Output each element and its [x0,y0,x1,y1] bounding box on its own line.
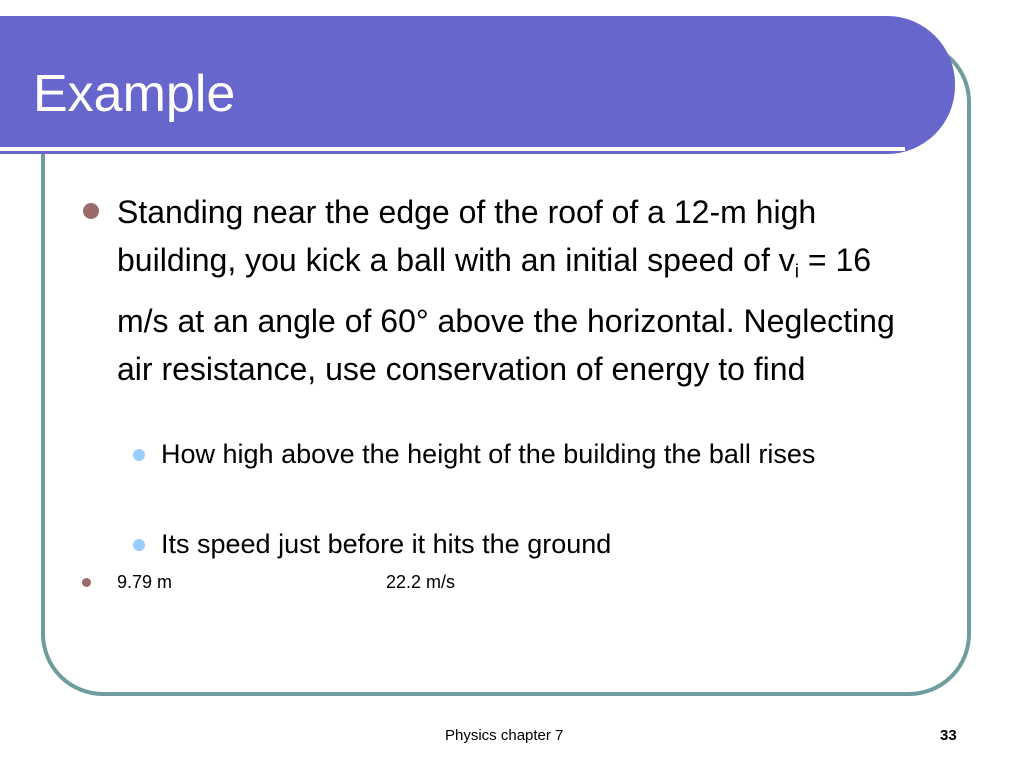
sub-bullet-speed: Its speed just before it hits the ground [161,529,612,559]
sub-bullet-dot [133,539,145,551]
answer-bullet-dot [82,578,91,587]
velocity-subscript: i [794,261,799,283]
title-underline [0,147,905,151]
answer-speed: 22.2 m/s [386,572,456,592]
main-bullet-text [117,188,927,393]
page-number: 33 [940,727,957,744]
title-bar [0,16,955,154]
main-bullet-text-part2: = 16 m/s at an angle of 60° above the horizontal. Neglecting air resistance, use conservation of energy to find [117,242,895,387]
main-bullet-text-part1: Standing near the edge of the roof of a 12-m high building, you kick a ball with an initial speed of v [117,194,817,278]
main-bullet-dot [83,203,99,219]
sub-bullet-height: How high above the height of the building the ball rises [161,439,816,469]
slide-title: Example [33,65,236,123]
sub-bullet-dot [133,449,145,461]
answer-height: 9.79 m [117,572,173,592]
footer-text: Physics chapter 7 [445,727,564,744]
